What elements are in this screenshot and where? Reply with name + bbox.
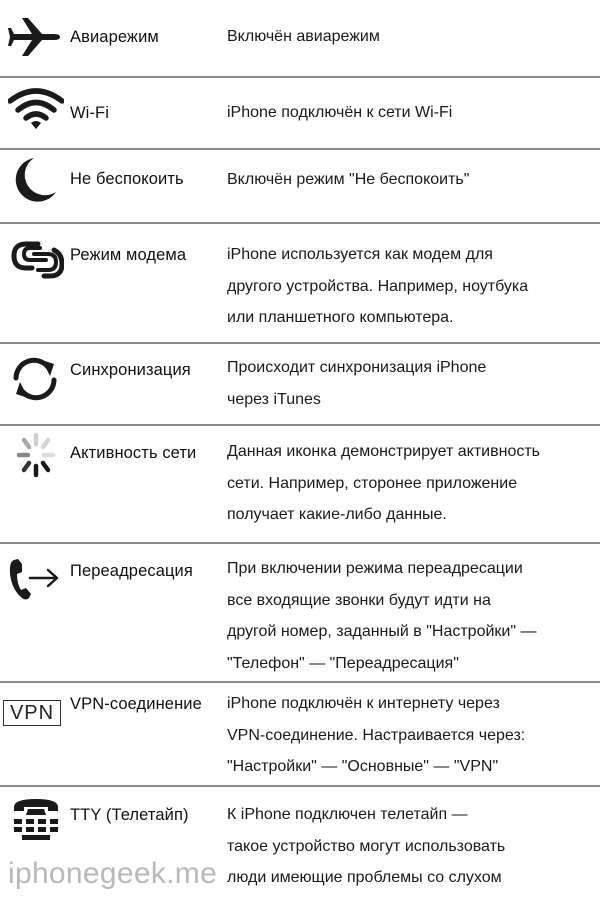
status-item-title: Не беспокоить	[70, 170, 184, 188]
status-item-title: Режим модема	[70, 246, 187, 264]
status-item-title: Авиарежим	[70, 28, 159, 46]
divider	[0, 542, 600, 544]
status-item-title: VPN-соединение	[70, 695, 202, 713]
vpn-icon: VPN	[3, 700, 61, 726]
status-item-description: Происходит синхронизация iPhone через iTunes	[227, 359, 487, 408]
airplane-icon	[8, 12, 64, 62]
status-item-description: Включён режим "Не беспокоить"	[227, 171, 470, 188]
sync-icon	[8, 354, 64, 404]
divider	[0, 681, 600, 683]
status-item-description: iPhone подключён к сети Wi-Fi	[227, 104, 453, 121]
activity-spinner-icon	[8, 430, 64, 480]
chain-link-icon	[8, 232, 64, 282]
status-item-title: Синхронизация	[70, 361, 191, 379]
tty-icon	[8, 795, 64, 845]
watermark: iphonegeek.me	[8, 857, 218, 890]
status-item-description: При включении режима переадресации все входящие звонки будут идти на другой номер, заданный в "Настройки" — "Телефон" — "Переадресация"	[227, 560, 537, 672]
divider	[0, 148, 600, 150]
divider	[0, 222, 600, 224]
status-item-description: К iPhone подключен телетайп — такое устройство могут использовать люди имеющие проблемы со слухом	[227, 806, 506, 886]
status-item-description: Данная иконка демонстрирует активность сети. Например, сторонее приложение получает какие-либо данные.	[227, 443, 541, 523]
status-item-description: iPhone используется как модем для другого устройства. Например, ноутбука или планшетного компьютера.	[227, 246, 529, 326]
status-item-title: TTY (Телетайп)	[70, 806, 189, 824]
status-item-description: iPhone подключён к интернету через VPN-соединение. Настраивается через: "Настройки" — "Основные" — "VPN"	[227, 695, 526, 775]
divider	[0, 76, 600, 78]
moon-icon	[8, 154, 64, 204]
status-item-description: Включён авиарежим	[227, 28, 380, 45]
call-forward-icon	[8, 554, 64, 604]
divider	[0, 342, 600, 344]
wifi-icon	[8, 85, 64, 135]
divider	[0, 424, 600, 426]
status-item-title: Активность сети	[70, 444, 197, 462]
status-item-title: Переадресация	[70, 562, 193, 580]
divider	[0, 785, 600, 787]
status-item-title: Wi-Fi	[70, 104, 109, 122]
